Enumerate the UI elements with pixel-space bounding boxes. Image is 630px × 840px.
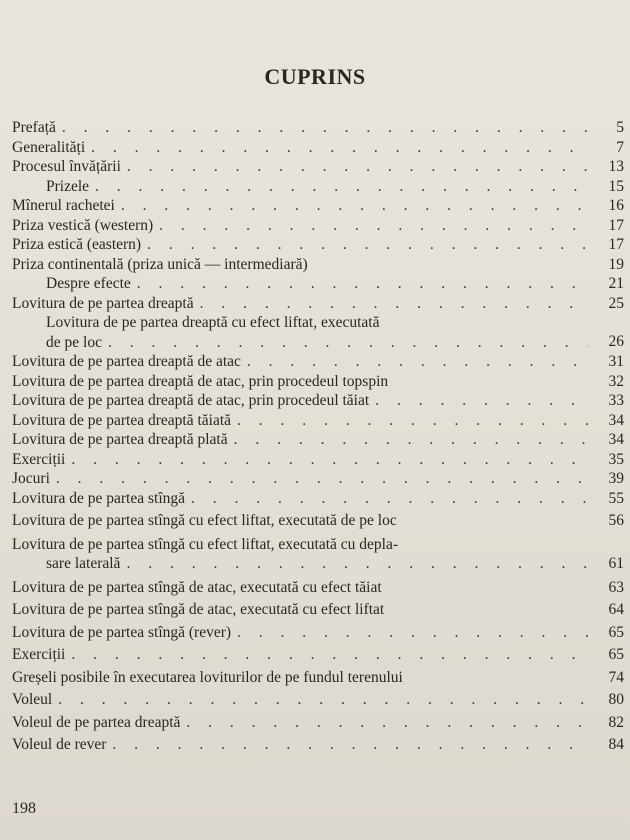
toc-entry-title: Lovitura de pe partea dreaptă de atac, prin procedeul tăiat xyxy=(12,392,370,409)
toc-entry xyxy=(12,235,624,255)
toc-entry-page: 31 xyxy=(608,353,624,370)
leader-dots xyxy=(228,430,588,450)
toc-entry-page: 32 xyxy=(608,372,624,390)
toc-entry-title: Lovitura de pe partea stîngă (rever) xyxy=(12,623,232,641)
toc-entry-title: Voleul xyxy=(12,691,53,708)
toc-entry-page: 84 xyxy=(608,736,624,753)
toc-entry-page: 65 xyxy=(608,623,624,641)
toc-entry xyxy=(12,623,624,643)
toc-entry-title: Generalități xyxy=(12,138,86,156)
toc-entry-title: Exerciții xyxy=(12,646,66,663)
leader-dots xyxy=(102,333,588,353)
toc-entry xyxy=(12,352,624,372)
toc-entry xyxy=(12,313,624,352)
toc-entry-title: Priza estică (eastern) xyxy=(12,236,142,253)
toc-entry-page: 26 xyxy=(608,333,624,350)
toc-entry xyxy=(12,489,624,509)
toc-entry-title: Lovitura de pe partea dreaptă cu efect liftat, executată xyxy=(46,314,380,331)
toc-entry-page: 7 xyxy=(616,138,624,156)
toc-entry-page: 56 xyxy=(608,512,624,529)
toc-entry-title: Lovitura de pe partea stîngă de atac, executată cu efect liftat xyxy=(12,601,385,618)
toc-entry xyxy=(12,391,624,411)
toc-entry-page: 15 xyxy=(608,177,624,195)
leader-dots xyxy=(65,450,588,470)
toc-entry-page: 34 xyxy=(608,411,624,429)
toc-entry-title: Lovitura de pe partea dreaptă de atac, prin procedeul topspin xyxy=(12,372,389,390)
leader-dots xyxy=(120,554,588,574)
toc-entry-title: Voleul de pe partea dreaptă xyxy=(12,713,181,731)
leader-dots xyxy=(141,235,588,255)
toc-entry-page: 19 xyxy=(608,255,624,273)
leader-dots xyxy=(50,469,588,489)
toc-entry xyxy=(12,578,624,598)
toc-entry-title-continued: sare laterală xyxy=(46,555,121,572)
toc-entry xyxy=(12,177,624,197)
leader-dots xyxy=(369,391,588,411)
leader-dots xyxy=(56,118,588,138)
leader-dots xyxy=(89,177,588,197)
table-of-contents xyxy=(12,118,624,755)
leader-dots xyxy=(115,196,588,216)
toc-entry xyxy=(12,735,624,755)
toc-entry-title: Mînerul rachetei xyxy=(12,197,115,214)
toc-entry-title: Lovitura de pe partea dreaptă tăiată xyxy=(12,411,232,429)
leader-dots xyxy=(185,489,588,509)
toc-entry xyxy=(12,138,624,158)
leader-dots xyxy=(231,411,588,431)
toc-entry-page: 35 xyxy=(608,450,624,468)
toc-entry-title: Despre efecte xyxy=(46,275,131,292)
leader-dots xyxy=(85,138,588,158)
toc-entry-page: 74 xyxy=(608,668,624,686)
leader-dots xyxy=(180,713,588,733)
toc-entry-title: Lovitura de pe partea stîngă cu efect liftat, executată cu depla- xyxy=(12,535,399,553)
toc-entry-page: 34 xyxy=(608,431,624,448)
toc-entry-title: Voleul de rever xyxy=(12,736,107,753)
toc-entry xyxy=(12,668,624,688)
toc-entry-page: 5 xyxy=(616,119,624,136)
toc-entry xyxy=(12,450,624,470)
toc-entry xyxy=(12,430,624,450)
toc-entry-title: Prefață xyxy=(12,119,56,136)
toc-entry xyxy=(12,645,624,665)
leader-dots xyxy=(52,690,588,710)
toc-entry-page: 25 xyxy=(608,294,624,312)
toc-entry-title: Exerciții xyxy=(12,450,66,468)
toc-entry-page: 64 xyxy=(608,601,624,618)
leader-dots xyxy=(65,645,588,665)
toc-entry xyxy=(12,274,624,294)
toc-entry xyxy=(12,535,624,574)
toc-entry-title: Priza vestică (western) xyxy=(12,216,154,234)
toc-entry xyxy=(12,600,624,620)
toc-entry xyxy=(12,511,624,531)
page-title: CUPRINS xyxy=(264,64,366,89)
toc-entry-title: Lovitura de pe partea stîngă cu efect liftat, executată de pe loc xyxy=(12,512,397,529)
toc-entry-title: Lovitura de pe partea stîngă xyxy=(12,489,186,507)
toc-entry-page: 17 xyxy=(608,236,624,253)
page-number: 198 xyxy=(12,800,36,817)
toc-entry xyxy=(12,255,624,275)
toc-entry-title: Lovitura de pe partea dreaptă xyxy=(12,294,194,312)
toc-entry xyxy=(12,294,624,314)
toc-entry-page: 65 xyxy=(608,646,624,663)
toc-entry xyxy=(12,216,624,236)
toc-entry xyxy=(12,196,624,216)
toc-entry-title: Priza continentală (priza unică — intermediară) xyxy=(12,255,308,273)
toc-entry-page: 63 xyxy=(608,578,624,596)
toc-entry-title: Prizele xyxy=(46,177,90,195)
leader-dots xyxy=(121,157,588,177)
toc-entry-page: 82 xyxy=(608,713,624,731)
toc-entry-page: 61 xyxy=(608,554,624,572)
leader-dots xyxy=(131,274,588,294)
toc-entry xyxy=(12,411,624,431)
toc-entry-page: 55 xyxy=(608,489,624,507)
toc-entry xyxy=(12,713,624,733)
toc-entry-title-continued: de pe loc xyxy=(46,333,102,351)
toc-entry-title: Jocuri xyxy=(12,470,50,487)
toc-entry-title: Greșeli posibile în executarea loviturilor de pe fundul terenului xyxy=(12,668,403,686)
leader-dots xyxy=(231,623,588,643)
toc-entry-page: 17 xyxy=(608,216,624,234)
toc-entry-page: 80 xyxy=(608,691,624,708)
toc-entry-page: 33 xyxy=(608,392,624,409)
toc-entry-page: 21 xyxy=(608,275,624,292)
toc-entry xyxy=(12,690,624,710)
toc-entry-page: 16 xyxy=(608,197,624,214)
leader-dots xyxy=(241,352,588,372)
toc-entry xyxy=(12,157,624,177)
toc-entry-title: Lovitura de pe partea dreaptă de atac xyxy=(12,353,241,370)
toc-entry xyxy=(12,469,624,489)
toc-entry-title: Procesul învățării xyxy=(12,158,121,175)
toc-entry-title: Lovitura de pe partea stîngă de atac, executată cu efect tăiat xyxy=(12,578,382,596)
toc-entry xyxy=(12,118,624,138)
toc-entry-page: 13 xyxy=(608,158,624,175)
leader-dots xyxy=(153,216,588,236)
toc-entry xyxy=(12,372,624,392)
toc-entry-page: 39 xyxy=(608,470,624,487)
leader-dots xyxy=(194,294,588,314)
leader-dots xyxy=(106,735,588,755)
toc-entry-title: Lovitura de pe partea dreaptă plată xyxy=(12,431,228,448)
